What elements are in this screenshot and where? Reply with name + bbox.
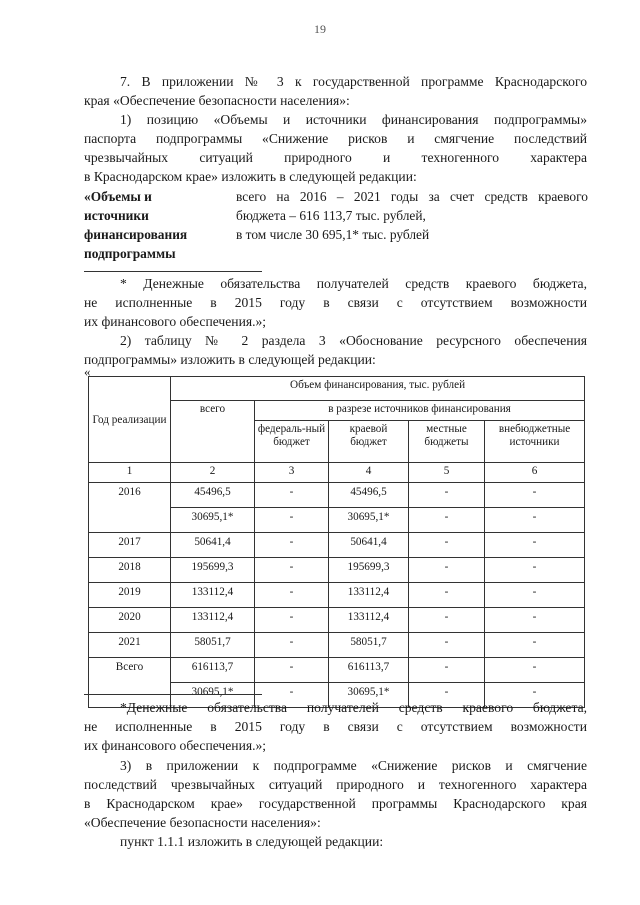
header-offbudget: внебюджетные источники <box>485 421 585 463</box>
passport-value-2: бюджета – 616 113,7 тыс. рублей, <box>236 208 426 223</box>
col-number-5: 5 <box>409 463 485 483</box>
col-number-4: 4 <box>329 463 409 483</box>
row-regional: 133112,4 <box>329 608 409 633</box>
row-total: 195699,3 <box>171 558 255 583</box>
row-offbudget: - <box>485 533 585 558</box>
row-federal: - <box>255 558 329 583</box>
row-regional: 45496,5 <box>329 483 409 508</box>
col-number-3: 3 <box>255 463 329 483</box>
row-federal: - <box>255 508 329 533</box>
table-row <box>89 608 585 633</box>
row-local: - <box>409 508 485 533</box>
col-number-1: 1 <box>89 463 171 483</box>
footnote1-line-2: не исполненные в 2015 году в связи с отсутствием возможности <box>84 295 587 310</box>
row-total: 58051,7 <box>171 633 255 658</box>
row-year: 2019 <box>89 583 171 608</box>
row-local: - <box>409 633 485 658</box>
table-row <box>89 533 585 558</box>
passport-label-1: «Объемы и <box>84 189 152 204</box>
row-offbudget: - <box>485 633 585 658</box>
item2-line-1: 2) таблицу № 2 раздела 3 «Обоснование ресурсного обеспечения <box>120 333 587 348</box>
header-volume: Объем финансирования, тыс. рублей <box>171 377 585 401</box>
header-federal: федераль-ный бюджет <box>255 421 329 463</box>
table-row-total <box>89 658 585 683</box>
row-local: - <box>409 683 485 708</box>
page-number: 19 <box>314 22 326 36</box>
row-offbudget: - <box>485 683 585 708</box>
row-federal: - <box>255 658 329 683</box>
intro-heading-line-1: 7. В приложении № 3 к государственной программе Краснодарского <box>120 74 587 89</box>
row-total: 45496,5 <box>171 483 255 508</box>
col-number-6: 6 <box>485 463 585 483</box>
header-local: местные бюджеты <box>409 421 485 463</box>
footnote-separator-2 <box>84 694 262 695</box>
footnote2-line-2: не исполненные в 2015 году в связи с отсутствием возможности <box>84 719 587 734</box>
passport-value-1: всего на 2016 – 2021 годы за счет средств краевого <box>236 189 588 204</box>
row-total: 616113,7 <box>171 658 255 683</box>
row-federal: - <box>255 633 329 658</box>
financing-table <box>88 376 585 708</box>
row-federal: - <box>255 483 329 508</box>
table-row <box>89 583 585 608</box>
passport-value-3: в том числе 30 695,1* тыс. рублей <box>236 227 430 242</box>
table-open-quote: « <box>84 364 91 379</box>
row-local: - <box>409 583 485 608</box>
row-local: - <box>409 483 485 508</box>
table-row <box>89 633 585 658</box>
footnote-separator-1 <box>84 271 262 272</box>
row-local: - <box>409 558 485 583</box>
row-offbudget: - <box>485 608 585 633</box>
row-federal: - <box>255 608 329 633</box>
col-number-2: 2 <box>171 463 255 483</box>
passport-label-3: финансирования <box>84 227 188 242</box>
row-regional: 50641,4 <box>329 533 409 558</box>
row-year: Всего <box>89 658 171 708</box>
passport-label-4: подпрограммы <box>84 246 176 261</box>
row-regional: 30695,1* <box>329 683 409 708</box>
row-total: 50641,4 <box>171 533 255 558</box>
item1-line-1: 1) позицию «Объемы и источники финансирования подпрограммы» <box>120 112 587 127</box>
row-year: 2021 <box>89 633 171 658</box>
row-local: - <box>409 533 485 558</box>
header-sources: в разрезе источников финансирования <box>255 401 585 421</box>
row-offbudget: - <box>485 508 585 533</box>
footnote2-line-3: их финансового обеспечения.»; <box>84 738 267 753</box>
item3-line-4: «Обеспечение безопасности населения»: <box>84 815 321 830</box>
passport-label-2: источники <box>84 208 149 223</box>
item1-line-2: паспорта подпрограммы «Снижение рисков и смягчение последствий <box>84 131 587 146</box>
row-regional: 30695,1* <box>329 508 409 533</box>
row-regional: 195699,3 <box>329 558 409 583</box>
row-year: 2018 <box>89 558 171 583</box>
header-total: всего <box>171 401 255 463</box>
row-offbudget: - <box>485 483 585 508</box>
header-regional: краевой бюджет <box>329 421 409 463</box>
row-regional: 58051,7 <box>329 633 409 658</box>
row-federal: - <box>255 583 329 608</box>
item1-line-3: чрезвычайных ситуаций природного и техногенного характера <box>84 150 587 165</box>
footnote2-line-1: *Денежные обязательства получателей средств краевого бюджета, <box>120 700 587 715</box>
item2-line-2: подпрограммы» изложить в следующей редакции: <box>84 352 376 367</box>
row-offbudget: - <box>485 658 585 683</box>
row-local: - <box>409 658 485 683</box>
row-offbudget: - <box>485 558 585 583</box>
footnote1-line-3: их финансового обеспечения.»; <box>84 314 267 329</box>
row-federal: - <box>255 683 329 708</box>
row-total: 30695,1* <box>171 508 255 533</box>
row-total: 30695,1* <box>171 683 255 708</box>
row-total: 133112,4 <box>171 583 255 608</box>
item3-point: пункт 1.1.1 изложить в следующей редакции: <box>120 834 384 849</box>
row-year: 2017 <box>89 533 171 558</box>
table-row <box>89 558 585 583</box>
intro-heading-line-2: края «Обеспечение безопасности населения»: <box>84 93 350 108</box>
table-row <box>89 483 585 508</box>
footnote1-line-1: * Денежные обязательства получателей средств краевого бюджета, <box>120 276 587 291</box>
row-total: 133112,4 <box>171 608 255 633</box>
row-local: - <box>409 608 485 633</box>
item1-line-4: в Краснодарском крае» изложить в следующей редакции: <box>84 169 417 184</box>
item3-line-3: в Краснодарском крае» государственной программы Краснодарского края <box>84 796 587 811</box>
row-federal: - <box>255 533 329 558</box>
item3-line-2: последствий чрезвычайных ситуаций природного и техногенного характера <box>84 777 587 792</box>
item3-line-1: 3) в приложении к подпрограмме «Снижение рисков и смягчение <box>120 758 587 773</box>
row-year: 2020 <box>89 608 171 633</box>
row-regional: 133112,4 <box>329 583 409 608</box>
header-year: Год реализации <box>89 377 171 463</box>
row-offbudget: - <box>485 583 585 608</box>
row-regional: 616113,7 <box>329 658 409 683</box>
row-year: 2016 <box>89 483 171 533</box>
